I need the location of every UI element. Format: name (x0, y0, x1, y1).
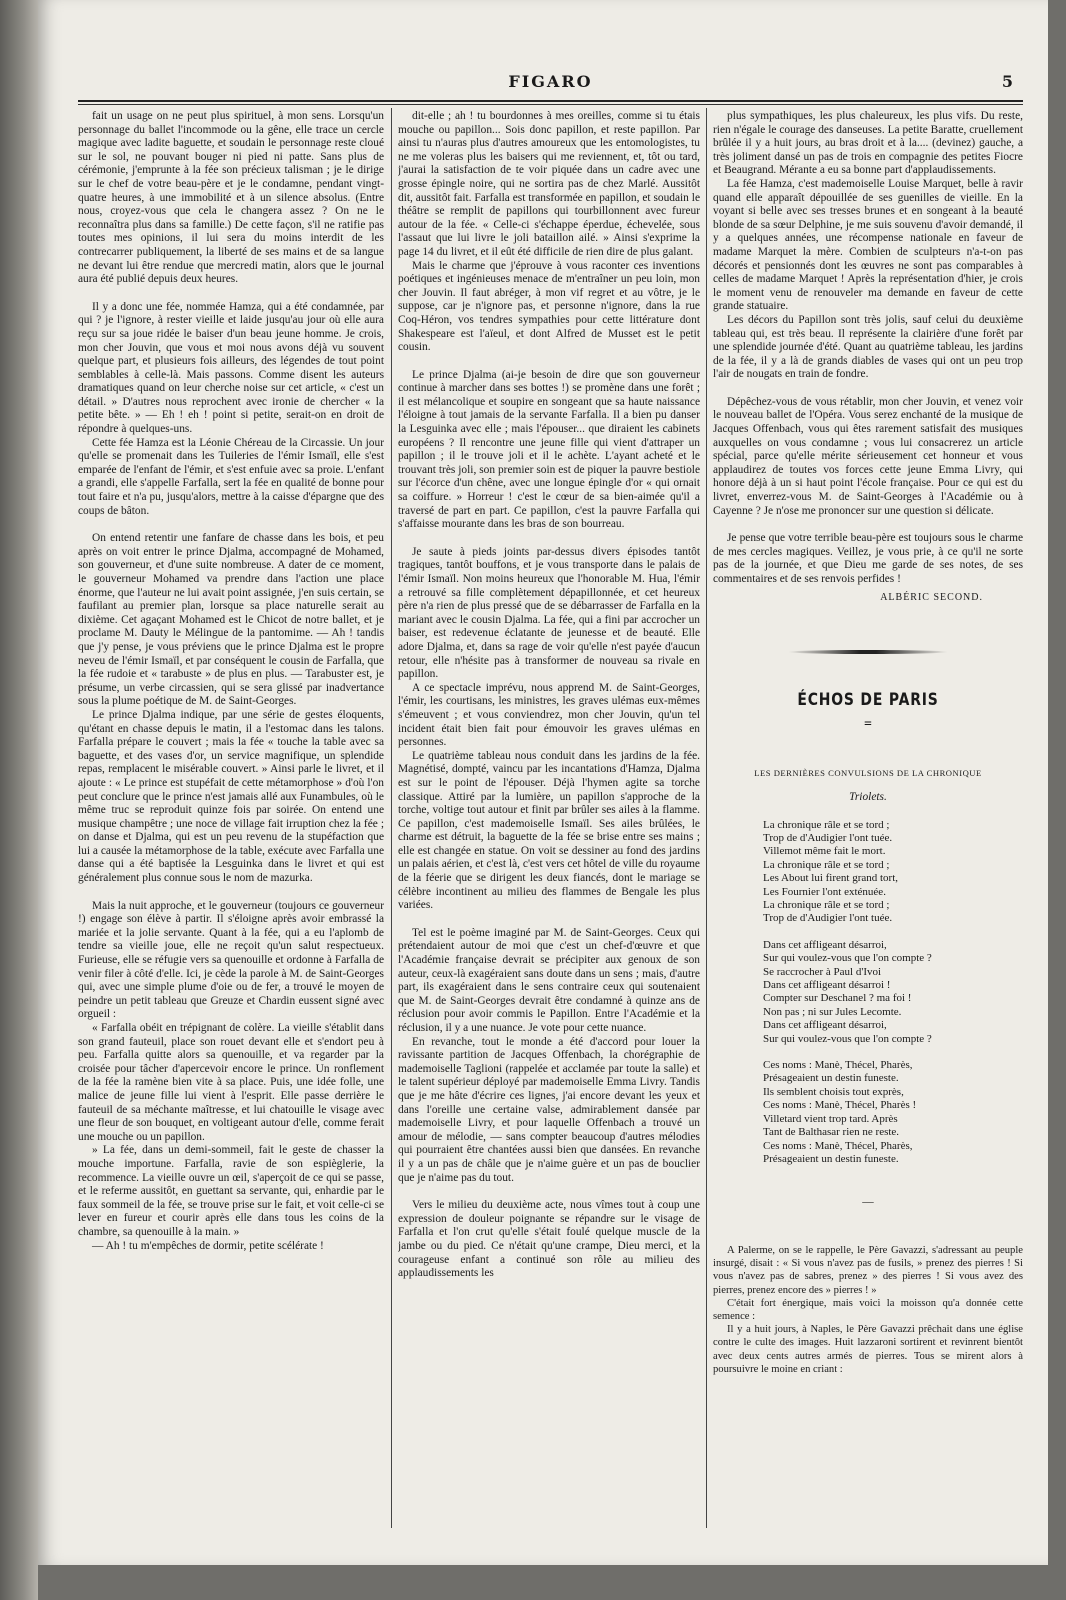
paragraph: En revanche, tout le monde a été d'accord pour louer la ravissante partition de Jacques Offenbach, la chorégraphie de mademoiselle Taglioni (rappelée et acclamée par toute la salle) et le talent supérieur déployé par mademoiselle Emma Livry. Tandis que je me hâte d'écrire ces lignes, j'ai encore devant les yeux et dans l'oreille une certaine valse, admirablement dansée par mademoiselle Livry, et pour laquelle Offenbach a trouvé un amour de mélodie, — sans compter beaucoup d'autres mélodies qui pourraient être chantées aussi bien que dansées. En revanche il y a un pas de châle que je n'aime guère et un pas de bouclier que je n'aime pas du tout. (398, 1035, 700, 1184)
poem-line: Dans cet affligeant désarroi, (763, 938, 887, 951)
page-number: 5 (1001, 72, 1013, 91)
poem-line: Trop de d'Audigier l'ont tuée. (763, 912, 893, 925)
section-mark: = (864, 716, 872, 732)
paragraph: Le prince Djalma indique, par une série de gestes éloquents, qu'étant en chasse depuis le matin, il a l'estomac dans les talons. Farfalla prépare le couvert ; mais la fée « touche la table avec sa baguette, et des vases d'or, un service magnifique, un splendide repas, remplacent le misérable couvert. » Ainsi parle le livret, et il ajoute : « Le prince est stupéfait de cette métamorphose » d'où l'on peut conclure que le prince n'est jamais allé aux Funambules, où le même truc se reproduit quinze fois par soirée. On entend une musique champêtre ; une noce de village fait irruption chez la fée ; on danse et Djalma, qui est un peu revenu de la stupéfaction que lui a causée la métamorphose de la table, exécute avec Farfalla une danse qui a été baptisée la Lesguinka dans le livret et qui est généralement plus connue sous le nom de mazurka. (78, 708, 384, 885)
newspaper-page (38, 0, 1048, 1565)
paragraph: — Ah ! tu m'empêches de dormir, petite scélérate ! (92, 1239, 324, 1252)
header-rule-thin (78, 104, 1023, 105)
paragraph: Les décors du Papillon sont très jolis, sauf celui du deuxième tableau qui, est très beau. Il représente la clairière d'une forêt par une splendide journée d'été. Quant au quatrième tableau, les jardins de la fée, il y a là de grands diables de vases qui ont un peu trop l'air de nougats en train de fondre. (713, 313, 1023, 381)
binding-edge (0, 0, 38, 1600)
paragraph: Mais le charme que j'éprouve à vous raconter ces inventions poétiques et ingénieuses menace de m'entraîner un peu loin, mon cher Jouvin. Il faut abréger, à mon vif regret et au vôtre, je le suppose, car je n'ignore pas, et personne n'ignore, dans la rue Coq-Héron, vos tendres sympathies pour cette littérature dont Shakespeare est l'aïeul, et dont Alfred de Musset est le petit cousin. (398, 259, 700, 354)
paragraph: Je pense que votre terrible beau-père est toujours sous le charme de mes cercles magiques. Veillez, je vous prie, à ce qu'il ne sorte pas de la journée, et que Dieu me garde de ses notes, de ses commentaires et de ses renvois perfides ! (713, 532, 1023, 585)
paragraph: C'était fort énergique, mais voici la moisson qu'a donnée cette semence : (713, 1297, 1023, 1322)
separator-dash: — (862, 1196, 874, 1209)
paragraph: Le prince Djalma (ai-je besoin de dire que son gouverneur continue à marcher dans ses bottes !) se promène dans une forêt ; il est mélancolique et soupire en songeant que sa haute naissance l'éloigne à tout jamais de la servante Farfalla. Il a bien pu danser la Lesguinka avec elle ; mais l'épouser... que diraient les cabinets européens ? Il rencontre une jeune fille qui vient d'attraper un papillon ; il le trouve joli et il le achète. L'ayant acheté et le trouvant très joli, son premier soin est de piquer la pauvre bestiole sur l'écorce d'un chêne, avec une longue épingle d'or « qui ornait sa coiffure. » Horreur ! c'est le cœur de sa bien-aimée qu'il a traversé de part en part. Ce papillon, c'est la pauvre Farfalla qui s'affaisse mourante dans les bras de son bourreau. (398, 368, 700, 531)
paragraph: Vers le milieu du deuxième acte, nous vîmes tout à coup une expression de douleur poignante se répandre sur le visage de Farfalla et l'on crut qu'elle s'était foulé quelque muscle de la jambe ou du pied. Ce n'était qu'une crampe, Dieu merci, et la courageuse enfant a continué son rôle au milieu des applaudissements les (398, 1199, 700, 1280)
poem-line: Tant de Balthasar rien ne reste. (763, 1126, 900, 1139)
poem-title: Triolets. (849, 790, 887, 803)
poem-line: Présageaient un destin funeste. (763, 1072, 899, 1085)
echos-text (713, 1244, 1023, 1376)
paragraph: Il y a donc une fée, nommée Hamza, qui a été condamnée, par qui ? je l'ignore, à rester vieille et laide jusqu'au jour où elle aura reçu sur sa joue ridée le baiser d'un beau jeune homme. Je crois, mon cher Jouvin, que vous et moi nous avons déjà vu souvent quelque part, et plusieurs fois ailleurs, des légendes de tout point semblables à celle-là. Mais passons. Comme disent les auteurs dramatiques quand on leur cherche noise sur cet article, « c'est un détail. » D'autres nous reprochent avec ironie de chercher « la petite bête. » — Eh ! eh ! point si petite, serait-on en droit de répondre à quelques-uns. (78, 300, 384, 436)
poem-stanza (763, 939, 1023, 1046)
column-3 (713, 110, 1023, 1520)
poem-line: Sur qui voulez-vous que l'on compte ? (763, 1032, 932, 1045)
paragraph: Dépêchez-vous de vous rétablir, mon cher Jouvin, et venez voir le nouveau ballet de l'Opéra. Vous serez enchanté de la musique de Jacques Offenbach, vous qui êtes rarement satisfait des musiques auxquelles on vous condamne ; vous lui consacrerez un article spécial, parce qu'elle mérite sérieusement cet honneur et vous applaudirez de toutes vos forces cette jeune Emma Livry, qui honore déjà à un si haut point l'école française. Pour ce qui est du livret, enverrez-vous M. de Saint-Georges à l'Académie ou à Cayenne ? Je n'ose me prononcer sur une question si délicate. (713, 395, 1023, 517)
poem-line: Présageaient un destin funeste. (763, 1152, 899, 1165)
paragraph: On entend retentir une fanfare de chasse dans les bois, et peu après on voit entrer le prince Djalma, accompagné de Mohamed, son gouverneur, et d'une suite nombreuse. A dater de ce moment, le gouverneur Mohamed va prendre dans l'action une place énorme, que l'auteur ne lui avait point assignée, j'en suis certain, se faufilant au premier plan, lorsque sa place naturelle serait au dixième. Cet agaçant Mohamed est le Chicot de notre ballet, et je proclame M. Dauty le Mélingue de la pantomime. — Ah ! tandis que j'y pense, je vous préviens que le prince Djalma est le propre neveu de l'émir Ismaïl, et par conséquent le cousin de Farfalla, que la fée rudoie et « tarabuste » de plus en plus. — Tarabuster est, je présume, un verbe circassien, qui se sera glissé par inadvertance sous la plume poétique de M. de Saint-Georges. (78, 532, 384, 708)
page-header (78, 70, 1023, 100)
paragraph: Le quatrième tableau nous conduit dans les jardins de la fée. Magnétisé, dompté, vaincu par les incantations d'Hamza, Djalma est sur le point de l'épouser. Déjà l'hymen agite sa torche classique. Attiré par la lumière, un papillon s'approche de la torche, voltige tout autour et finit par brûler ses ailes à la flamme. Ce papillon, c'est mademoiselle Ismaïl. Ses ailes brûlées, le charme est détruit, la baguette de la fée se brise entre ses mains ; elle est changée en statue. On voit se dessiner au fond des jardins un palais aérien, et c'est là, c'est vers cet hôtel de ville du royaume de la féerie que se dirigent les deux fiancés, dont le mariage se célèbre incontinent au milieu des flammes de Bengale les plus variées. (398, 749, 700, 912)
poem-line: La chronique râle et se tord ; (763, 858, 890, 871)
poem-line: Ces noms : Manè, Thécel, Pharès, (763, 1139, 913, 1152)
column-2 (398, 110, 700, 1520)
paragraph: « Farfalla obéit en trépignant de colère. La vieille s'établit dans son grand fauteuil, place son rouet devant elle et s'endort peu à peu. Farfalla quitte alors sa quenouille, et va regarder par la croisée pour tâcher d'apercevoir encore le prince. Un ronflement de la fée la ramène bien vite à sa place. Puis, une idée folle, une malice de jeune fille lui vient à l'esprit. Elle passe derrière le fauteuil de sa méchante maîtresse, et lui chatouille le visage avec une fleur de son bouquet, en voltigeant autour d'elle, comme ferait une mouche ou un papillon. (78, 1022, 384, 1143)
poem (763, 819, 1023, 1167)
column-separator (391, 108, 392, 1528)
section-title: ÉCHOS DE PARIS (797, 690, 939, 711)
poem-line: Se raccrocher à Paul d'Ivoi (763, 965, 882, 978)
paragraph: » La fée, dans un demi-sommeil, fait le geste de chasser la mouche importune. Farfalla, ravie de son espièglerie, la recommence. La vieille ouvre un œil, s'aperçoit de ce qui se passe, et le referme aussitôt, en guettant sa servante, qui, enhardie par le faux sommeil de la fée, se trouve prise sur le fait, et voit celle-ci se lever en fureur et courir après elle dans tous les coins de la chambre, sa quenouille à la main. » (78, 1144, 384, 1238)
author-signature: ALBÉRIC SECOND. (880, 591, 983, 603)
poem-line: La chronique râle et se tord ; (763, 899, 890, 911)
paragraph: La fée Hamza, c'est mademoiselle Louise Marquet, belle à ravir quand elle apparaît dépouillée de ses guenilles de vieille. En la voyant si belle avec ses tresses brunes et en songeant à la beauté blonde de sa sœur Delphine, je me suis souvenu d'avoir demandé, il y a quelques années, une récompense nationale en faveur de madame Marquet la mère. Combien de sculpteurs n'a-t-on pas décorés et pensionnés dont les œuvres ne sont pas comparables à celles de madame Marquet ! Après la représentation d'hier, je crois le moment venu de renouveler ma demande en faveur de cette grande statuaire. (713, 177, 1023, 313)
column-1 (78, 110, 384, 1520)
masthead: FIGARO (508, 72, 593, 91)
paragraph: Mais la nuit approche, et le gouverneur (toujours ce gouverneur !) engage son élève à partir. Il s'éloigne après avoir embrassé la mariée et la jolie servante. Quant à la fée, qui a eu l'aplomb de tendre sa vieille joue, elle ne reçoit qu'un salut respectueux. Furieuse, elle se réfugie vers sa quenouille et ordonne à Farfalla de venir filer à côté d'elle. Ici, je cède la parole à M. de Saint-Georges qui, avec une simple plume d'oie ou de fer, a trouvé le moyen de peindre un petit tableau que Greuze et Chardin eussent signé avec orgueil : (78, 899, 384, 1021)
poem-line: Trop de d'Audigier l'ont tuée. (763, 831, 893, 844)
poem-line: Villemot même fait le mort. (763, 845, 886, 858)
poem-line: Compter sur Deschanel ? ma foi ! (763, 992, 912, 1005)
paragraph: A Palerme, on se le rappelle, le Père Gavazzi, s'adressant au peuple insurgé, disait : « Si vous n'avez pas de fusils, » prenez des pierres ! Si vous n'avez pas de sabres, prenez » des pierres ! Si vous avez des pierres, prenez encore des » pierres ! » (713, 1244, 1023, 1296)
header-rule (78, 100, 1023, 102)
poem-line: Dans cet affligeant désarroi ! (763, 979, 891, 992)
paragraph: Je saute à pieds joints par-dessus divers épisodes tantôt tragiques, tantôt bouffons, et je vous transporte dans le palais de l'émir Ismaïl. Non moins heureux que l'honorable M. Hua, l'émir a retrouvé sa fille complètement dépapillonnée, et cet heureux père n'a rien de plus pressé que de se débarrasser de Farfalla en la mariant avec le cousin Djalma. La fée, qui a fini par accrocher un baiser, est redevenue éclatante de jeunesse et de beauté. Elle adore Djalma, et, dans sa rage de voir qu'elle n'est payée d'aucun retour, elle n'hésite pas à transformer de nouveau sa rivale en papillon. (398, 545, 700, 681)
poem-line: Les Fournier l'ont exténuée. (763, 885, 886, 898)
poem-line: Ces noms : Manè, Thécel, Pharès ! (763, 1099, 917, 1112)
poem-line: Dans cet affligeant désarroi, (763, 1019, 887, 1032)
paragraph: dit-elle ; ah ! tu bourdonnes à mes oreilles, comme si tu étais mouche ou papillon... Sois donc papillon, et reste papillon. Par ainsi tu n'auras plus d'autres amoureux que les entomologistes, tu ne me voleras plus les baisers qui me reviennent, et, tôt ou tard, j'aurai la satisfaction de te voir piquée dans un cadre avec une grosse épingle noire, qui ne sortira pas de chez Marlé. Aussitôt dit, aussitôt fait. Farfalla est transformée en papillon, et soudain le théâtre se remplit de papillons qui tourbillonnent avec fureur autour de la fée. « Celle-ci s'échappe éperdue, échevelée, sous l'assaut que lui livre le joli bataillon ailé. » Ainsi s'exprime la page 14 du livret, et il eût été difficile de rien dire de plus galant. (398, 110, 700, 258)
poem-line: Les About lui firent grand tort, (763, 872, 899, 885)
poem-stanza (763, 1059, 1023, 1166)
paragraph: Cette fée Hamza est la Léonie Chéreau de la Circassie. Un jour qu'elle se promenait dans les Tuileries de l'émir Ismaïl, elle s'est emparée de l'enfant de l'émir, et s'est enfuie avec sa proie. L'enfant a grandi, elle s'appelle Farfalla, sert la fée en qualité de bonne pour tout faire et n'a pu, jusqu'alors, mettre à la caisse d'épargne que des coups de bâton. (78, 436, 384, 517)
paragraph: fait un usage on ne peut plus spirituel, à mon sens. Lorsqu'un personnage du ballet l'incommode ou la gêne, elle trace un cercle magique avec ladite baguette, et soudain le personnage reste cloué sur le sol, ne pouvant bouger ni pied ni patte. Sans plus de cérémonie, j'emprunte à la fée son précieux talisman ; je le dirige sur le chef de votre beau-père et je le condamne, pendant vingt-quatre heures, à une immobilité et à un silence absolus. (Entre nous, croyez-vous que cela le changera assez ? On ne le reconnaîtra plus dans sa famille.) De cette façon, s'il ne ratifie pas toutes mes opinions, il lui sera du moins interdit de les contrecarrer publiquement, la liberté de ses mains et de sa langue ne devant lui être rendue que mercredi matin, alors que le journal aura été publié depuis deux heures. (78, 110, 384, 286)
column-separator (706, 108, 707, 1528)
paragraph: plus sympathiques, les plus chaleureux, les plus vifs. Du reste, rien n'égale le courage des danseuses. La petite Baratte, cruellement brûlée il y a huit jours, au bras droit et à la.... (devinez) gauche, a très joliment dansé un pas de trois en compagnie des petites Fiocre et Beaugrand. Mérante a eu sa bonne part d'applaudissements. (713, 110, 1023, 177)
poem-line: La chronique râle et se tord ; (763, 818, 890, 831)
poem-line: Sur qui voulez-vous que l'on compte ? (763, 952, 932, 965)
section-ornament (788, 650, 948, 654)
poem-line: Ces noms : Manè, Thécel, Pharès, (763, 1059, 913, 1072)
section-subhead: LES DERNIÈRES CONVULSIONS DE LA CHRONIQUE (754, 768, 982, 779)
poem-line: Non pas ; ni sur Jules Lecomte. (763, 1005, 902, 1018)
poem-line: Villetard vient trop tard. Après (763, 1112, 898, 1125)
paragraph: Tel est le poème imaginé par M. de Saint-Georges. Ceux qui prétendaient autour de moi que c'est un chef-d'œuvre et que l'Académie française devrait se précipiter aux genoux de son auteur, ceux-là exagéraient sans doute dans un sens ; mais, d'autre part, ils exagéraient dans le sens contraire ceux qui soutenaient que M. de Saint-Georges devrait être condamné à quinze ans de réclusion pour avoir commis le Papillon. Entre l'Académie et la réclusion, il y a une nuance. Je vote pour cette nuance. (398, 926, 700, 1034)
article-conclusion (713, 110, 1023, 587)
poem-line: Ils semblent choisis tout exprès, (763, 1085, 904, 1098)
poem-stanza (763, 819, 1023, 926)
paragraph: A ce spectacle imprévu, nous apprend M. de Saint-Georges, l'émir, les courtisans, les ministres, les graves ulémas eux-mêmes s'émeuvent ; et vous conviendrez, mon cher Jouvin, qu'un tel incident était bien fait pour émouvoir les graves ulémas en personnes. (398, 681, 700, 749)
paragraph: Il y a huit jours, à Naples, le Père Gavazzi prêchait dans une église contre le culte des images. Huit lazzaroni sortirent et revinrent bientôt avec deux cents autres armés de pierres. Tous se mirent alors à poursuivre le moine en criant : (713, 1324, 1023, 1375)
